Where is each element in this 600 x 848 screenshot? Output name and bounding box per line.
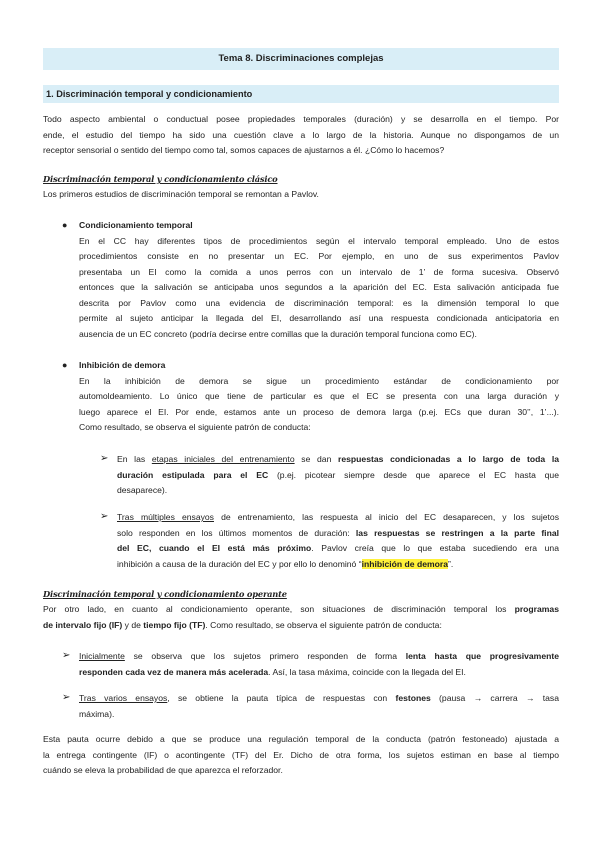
- text-line: solo responden en los últimos momentos de duración: las respuestas se restringen a la parte final: [117, 527, 559, 538]
- highlighted-term: inhibición de demora: [361, 558, 449, 569]
- arrow-bullet-icon: ➢: [100, 511, 109, 522]
- text-line: ende, el estudio del tiempo ha sido una cuestión clave a lo largo de la historia. Aunque no dispongamos de un: [43, 129, 559, 140]
- text-line: procedimientos consiste en no presentar un EC. Por ejemplo, en uno de sus experimentos Pavlov: [79, 251, 559, 261]
- text-line: ausencia de un EC concreto (podría decirse entre comillas que la duración temporal funciona como EC).: [79, 328, 477, 339]
- text-line: responden cada vez de manera más acelerada. Así, la tasa máxima, coincide con la llegada del EI.: [79, 666, 466, 677]
- section-heading: 1. Discriminación temporal y condicionamiento: [43, 85, 559, 103]
- text-line: de intervalo fijo (IF) y de tiempo fijo (TF). Como resultado, se observa el siguiente patrón de conducta:: [43, 619, 442, 630]
- text-line: En el CC hay diferentes tipos de procedimientos según el intervalo temporal empleado. Uno de estos: [79, 235, 559, 246]
- text-line: Inicialmente se observa que los sujetos primero responden de forma lenta hasta que progresivamente: [79, 651, 559, 661]
- subheading-text: Los primeros estudios de discriminación temporal se remontan a Pavlov.: [43, 189, 319, 199]
- page-title: Tema 8. Discriminaciones complejas: [43, 48, 559, 70]
- text-line: duración estipulada para el EC (p.ej. picotear siempre desde que aparece el EC hasta que: [117, 469, 559, 480]
- text-line: En las etapas iniciales del entrenamiento se dan respuestas condicionadas a lo largo de toda la: [117, 454, 559, 464]
- text-line: Todo aspecto ambiental o conductual posee propiedades temporales (duración) y se desarrolla en el tiempo. Por: [43, 114, 559, 124]
- text-line: descrita por Pavlov como una evidencia de discriminación temporal: es la dimensión temporal lo que: [79, 297, 559, 308]
- text-line: presentaba un EI como la comida a unos perros con un intervalo de 1’ de forma sucesiva. Observó: [79, 266, 559, 277]
- bullet-marker: ●: [62, 220, 68, 230]
- text-line: luego aparece el EI. Por ende, estamos ante un proceso de demora larga (p.ej. ECs que duran 30’’, 1’...).: [79, 406, 559, 417]
- subheading-operant: Discriminación temporal y condicionamiento operante: [43, 589, 287, 599]
- bullet-temporal-conditioning: [79, 218, 559, 342]
- text-line: Tras múltiples ensayos de entrenamiento, las respuesta al inicio del EC desaparecen, y los sujetos: [117, 512, 559, 522]
- text-line: Tras varios ensayos, se obtiene la pauta típica de respuestas con festones (pausa → carrera → tasa: [79, 693, 559, 703]
- subheading-classical: Discriminación temporal y condicionamiento clásico: [43, 174, 278, 184]
- closing-paragraph: [43, 732, 559, 779]
- arrow-item-initial-stages: [117, 452, 559, 499]
- arrow-item-several-trials: [79, 691, 559, 722]
- arrow-bullet-icon: ➢: [62, 650, 71, 661]
- bullet-heading: Inhibición de demora: [79, 360, 166, 370]
- bullet-marker: ●: [62, 360, 68, 370]
- text-line: la entrega contingente (IF) o acontingente (TF) del Er. Dicho de otra forma, los sujetos estiman en base al tiempo: [43, 749, 559, 760]
- text-line: del EC, cuando el EI está más próximo. Pavlov creía que lo que estaba sucediendo era una: [117, 543, 559, 553]
- text-line: permite al sujeto anticipar la llegada del EI, desarrollando así una respuesta condicionada anticipatoria en: [79, 313, 559, 323]
- text-line: cuándo se eleva la probabilidad de que aparezca el reforzador.: [43, 765, 283, 775]
- text-line: inhibición a causa de la duración del EC y por ello lo denominó “inhibición de demora”.: [117, 558, 454, 569]
- text-line: Como resultado, se observa el siguiente patrón de conducta:: [79, 422, 311, 432]
- text-line: Esta pauta ocurre debido a que se produce una regulación temporal de la conducta (patrón festoneado) ajustada a: [43, 734, 559, 744]
- text-line: desaparece).: [117, 485, 168, 495]
- text-line: Por otro lado, en cuanto al condicionamiento operante, son situaciones de discriminación temporal los programas: [43, 604, 559, 614]
- bullet-heading: Condicionamiento temporal: [79, 220, 193, 230]
- arrow-item-initially: [79, 649, 559, 680]
- intro-paragraph: [43, 112, 559, 159]
- arrow-item-multiple-trials: [117, 510, 559, 572]
- operant-intro: [43, 602, 559, 633]
- text-line: entonces que la salivación se anticipaba unos segundos a la aparición del EC. Esta salivación anticipada fue: [79, 282, 559, 292]
- arrow-bullet-icon: ➢: [100, 453, 109, 464]
- arrow-bullet-icon: ➢: [62, 692, 71, 703]
- text-line: receptor sensorial o sentido del tiempo como tal, somos capaces de ajustarnos a él. ¿Cómo lo hacemos?: [43, 145, 445, 155]
- text-line: máxima).: [79, 708, 115, 719]
- text-line: En la inhibición de demora se sigue un procedimiento estándar de condicionamiento por: [79, 375, 559, 386]
- text-line: automoldeamiento. Lo único que tiene de particular es que el EC se presenta con una larga duración y: [79, 391, 559, 401]
- bullet-delay-inhibition: [79, 358, 559, 436]
